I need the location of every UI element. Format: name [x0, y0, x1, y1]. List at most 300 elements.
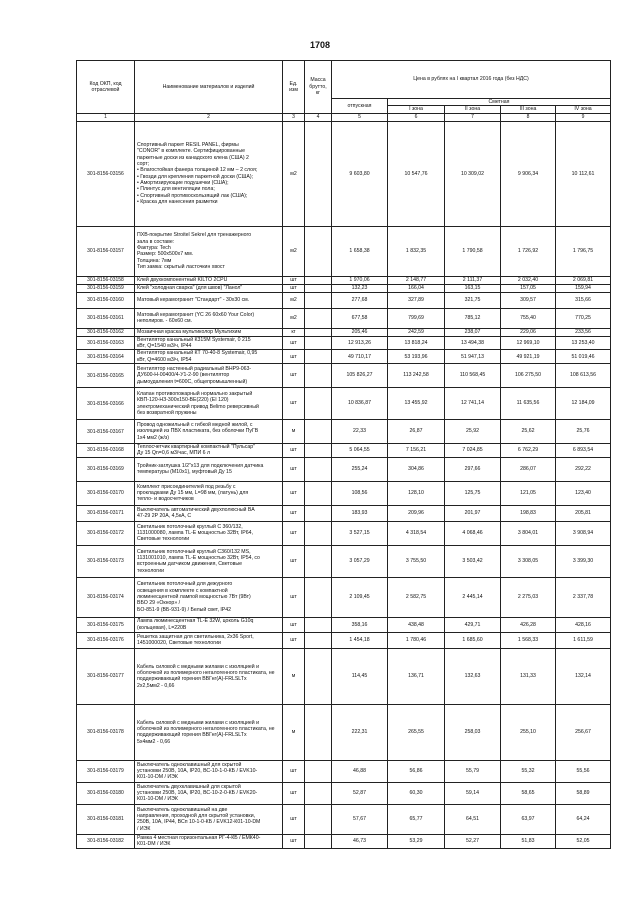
price-zone-4: 13 253,40	[556, 336, 611, 350]
table-row	[77, 481, 611, 505]
price-zone-3: 106 275,50	[501, 364, 556, 388]
price-zone-1: 53,29	[388, 834, 445, 848]
table-row	[77, 521, 611, 545]
price-zone-2: 52,27	[445, 834, 501, 848]
price-zone-1: 13 455,92	[388, 388, 445, 420]
product-name-line: технологии	[137, 567, 164, 574]
mass-cell	[305, 760, 332, 782]
price-wholesale: 358,16	[332, 617, 388, 632]
product-name	[135, 226, 283, 276]
price-zone-2: 258,03	[445, 704, 501, 760]
price-wholesale: 132,23	[332, 284, 388, 292]
product-code: 301-8156-03180	[77, 782, 135, 804]
product-name-line: Клапан противопожарный нормально закрытый	[137, 390, 253, 397]
price-zone-2: 25,92	[445, 420, 501, 444]
product-name-line: Вентилятор настенный радиальный ВНР9-063-	[137, 366, 252, 373]
product-name	[135, 505, 283, 521]
product-name-line: 1131001010, лампа TL-E мощностью 32Вт, IP54, со	[137, 554, 260, 561]
price-zone-3: 6 762,29	[501, 444, 556, 458]
unit-cell: кг	[283, 328, 305, 336]
price-zone-4: 51 019,46	[556, 350, 611, 364]
product-name-line: 1х4 мм2 (ж/з)	[137, 434, 170, 441]
page-number: 1708	[309, 40, 331, 50]
column-number: 9	[556, 113, 611, 121]
price-zone-3: 58,65	[501, 782, 556, 804]
mass-cell	[305, 308, 332, 328]
product-name	[135, 328, 283, 336]
price-wholesale: 9 603,80	[332, 121, 388, 226]
product-name-line: Решетка защитная для светильника, 2х36 Sport,	[137, 633, 254, 640]
product-name-line: Кабель силовой с медными жилами с изоляцией и	[137, 663, 260, 670]
price-zone-4: 132,14	[556, 648, 611, 704]
mass-cell	[305, 364, 332, 388]
product-name-line: дымоудаления t=600С, общепромышленный)	[137, 378, 248, 385]
product-name-line: Фактура: Tech	[137, 244, 171, 251]
table-row	[77, 364, 611, 388]
table-row	[77, 632, 611, 648]
price-zone-4: 428,16	[556, 617, 611, 632]
product-name	[135, 336, 283, 350]
unit-cell: м2	[283, 308, 305, 328]
header-unit: Ед. изм	[283, 61, 305, 114]
product-code: 301-8156-03159	[77, 284, 135, 292]
price-wholesale: 57,67	[332, 804, 388, 834]
mass-cell	[305, 226, 332, 276]
unit-cell: шт	[283, 505, 305, 521]
product-code: 301-8156-03157	[77, 226, 135, 276]
table-row	[77, 388, 611, 420]
mass-cell	[305, 648, 332, 704]
product-code: 301-8156-03175	[77, 617, 135, 632]
price-zone-1: 438,48	[388, 617, 445, 632]
price-wholesale: 183,93	[332, 505, 388, 521]
product-name-line: Вентилятор канальный КТ 70-40-8 Systemair, 0,95	[137, 350, 258, 357]
product-name	[135, 364, 283, 388]
price-zone-3: 2 275,03	[501, 577, 556, 617]
product-name-line: К01-10-DM / ИЭК	[137, 796, 178, 803]
product-code: 301-8156-03176	[77, 632, 135, 648]
product-name-line: неполиров. - 60х60 см.	[137, 318, 193, 325]
price-zone-4: 2 069,81	[556, 276, 611, 284]
price-zone-4: 10 112,61	[556, 121, 611, 226]
price-zone-1: 10 547,76	[388, 121, 445, 226]
price-zone-4: 25,76	[556, 420, 611, 444]
price-zone-4: 58,89	[556, 782, 611, 804]
price-wholesale: 255,24	[332, 457, 388, 481]
product-name	[135, 545, 283, 577]
product-name-line: Комплект присоединителей под резьбу с	[137, 483, 236, 490]
price-zone-2: 2 445,14	[445, 577, 501, 617]
price-zone-4: 12 184,09	[556, 388, 611, 420]
product-name-line: установки 250В, 10А, IP20, ВС-10-1-0-КБ / EVK10-	[137, 768, 258, 775]
price-zone-3: 229,06	[501, 328, 556, 336]
product-name-line: Толщина: 7мм	[137, 257, 172, 264]
price-zone-3: 157,05	[501, 284, 556, 292]
price-zone-2: 163,15	[445, 284, 501, 292]
price-wholesale: 2 109,45	[332, 577, 388, 617]
price-zone-3: 12 969,10	[501, 336, 556, 350]
table-row	[77, 226, 611, 276]
product-name-line: прокладками Ду 15 мм, L=98 мм, (латунь) для	[137, 490, 249, 497]
product-name-line: Матовый керамогранит (YC 26 60х60 Your Color)	[137, 311, 255, 318]
price-zone-3: 55,32	[501, 760, 556, 782]
product-name-line: люминесцентной лампой мощностью 7Вт (9Вт)	[137, 594, 251, 601]
product-name-line: Кабель силовой с медными жилами с изоляцией и	[137, 719, 260, 726]
product-name-line: • Гвозди для крепления паркетной доски (США);	[137, 173, 254, 180]
product-name	[135, 617, 283, 632]
product-name-line: без возвратной пружины	[137, 409, 197, 416]
price-zone-3: 11 635,56	[501, 388, 556, 420]
product-name-line: Выключатель автоматический двухполюсный ВА	[137, 506, 255, 513]
price-zone-3: 131,33	[501, 648, 556, 704]
price-zone-4: 108 613,56	[556, 364, 611, 388]
table-row	[77, 834, 611, 848]
product-name-line: КВП-120-НЗ-300х150-ВЕ(220) (EI 120)	[137, 397, 229, 404]
price-zone-2: 51 947,13	[445, 350, 501, 364]
price-zone-2: 13 494,38	[445, 336, 501, 350]
product-name-line: Выключатель одноклавишный на две	[137, 806, 228, 813]
product-name-line: Тройник-заглушка 1/2"х13 для подключения датчика	[137, 462, 264, 469]
price-zone-1: 209,96	[388, 505, 445, 521]
product-name-line: сорт;	[137, 161, 150, 167]
price-zone-1: 242,59	[388, 328, 445, 336]
product-name-line: Лампа люминесцентная TL-E 32W, цоколь G10q	[137, 618, 254, 625]
product-name	[135, 521, 283, 545]
price-zone-1: 128,10	[388, 481, 445, 505]
product-name	[135, 760, 283, 782]
product-name	[135, 577, 283, 617]
product-code: 301-8156-03169	[77, 457, 135, 481]
price-zone-4: 256,67	[556, 704, 611, 760]
product-code: 301-8156-03182	[77, 834, 135, 848]
product-name-line: освещения в комплекте с компактной	[137, 587, 228, 594]
mass-cell	[305, 834, 332, 848]
mass-cell	[305, 481, 332, 505]
unit-cell: шт	[283, 545, 305, 577]
unit-cell: шт	[283, 521, 305, 545]
price-zone-3: 25,62	[501, 420, 556, 444]
price-zone-3: 49 921,19	[501, 350, 556, 364]
product-name	[135, 782, 283, 804]
mass-cell	[305, 420, 332, 444]
product-name-line: Ду 15 Qn=0,6 м3/час, МПИ 6 л	[137, 450, 211, 457]
price-zone-2: 132,63	[445, 648, 501, 704]
product-name-line: оболочкой из полимерного негалогенного пластиката, не	[137, 669, 275, 676]
price-wholesale: 3 527,15	[332, 521, 388, 545]
product-name-line: (кольцевая), L=220В	[137, 624, 187, 631]
header-price-group: Цена в рублях на I квартал 2016 года (без НДС)	[332, 61, 611, 99]
column-number: 2	[135, 113, 283, 121]
price-wholesale: 114,45	[332, 648, 388, 704]
price-zone-3: 9 906,34	[501, 121, 556, 226]
price-zone-4: 770,25	[556, 308, 611, 328]
product-name-line: температуры (М10х1), муфтовый Ду 15	[137, 469, 232, 476]
product-name-line: К01-DM / ИЭК	[137, 841, 171, 848]
table-row	[77, 328, 611, 336]
product-name-line: Клей "холодная сварка" (для швов) "Ланол"	[137, 285, 243, 292]
price-zone-2: 1 790,58	[445, 226, 501, 276]
mass-cell	[305, 704, 332, 760]
mass-cell	[305, 632, 332, 648]
product-name-line: ДУ600-Н-00400/4-У1-2-90 (вентилятор	[137, 372, 230, 379]
price-zone-1: 327,89	[388, 292, 445, 308]
product-name-line: • Амортизирующие подушечки (США);	[137, 180, 229, 187]
product-name	[135, 444, 283, 458]
price-zone-3: 2 032,40	[501, 276, 556, 284]
price-zone-1: 65,77	[388, 804, 445, 834]
table-row	[77, 444, 611, 458]
product-code: 301-8156-03173	[77, 545, 135, 577]
column-number: 3	[283, 113, 305, 121]
unit-cell: шт	[283, 388, 305, 420]
unit-cell: шт	[283, 617, 305, 632]
product-code: 301-8156-03165	[77, 364, 135, 388]
column-number: 1	[77, 113, 135, 121]
price-zone-2: 59,14	[445, 782, 501, 804]
price-wholesale: 1 970,06	[332, 276, 388, 284]
product-name-line: установки 250В, 10А, IP20, ВС-10-2-0-КБ / EVK20-	[137, 790, 258, 797]
price-wholesale: 108,56	[332, 481, 388, 505]
price-zone-2: 297,66	[445, 457, 501, 481]
price-zone-1: 265,55	[388, 704, 445, 760]
product-name-line: Теплосчетчик квартирный компактный "Пульсар"	[137, 444, 255, 451]
price-wholesale: 46,73	[332, 834, 388, 848]
price-zone-1: 13 818,24	[388, 336, 445, 350]
table-row	[77, 308, 611, 328]
price-wholesale: 46,88	[332, 760, 388, 782]
product-name-line: поддерживающий горения ВВГнг(А)-FRLSLTx	[137, 676, 247, 683]
price-wholesale: 52,87	[332, 782, 388, 804]
price-zone-2: 238,07	[445, 328, 501, 336]
product-name-line: паркетные доски из канадского клена (США) 2	[137, 154, 249, 161]
mass-cell	[305, 292, 332, 308]
price-zone-2: 429,71	[445, 617, 501, 632]
product-name-line: поддерживающий горения ВВГнг(А)-FRLSLTx	[137, 732, 247, 739]
product-name-line: ВБО 29 «Окнор» /	[137, 600, 181, 607]
price-wholesale: 1 454,18	[332, 632, 388, 648]
product-name-line: Светильник потолочный для дежурного	[137, 581, 233, 588]
price-zone-2: 64,51	[445, 804, 501, 834]
price-zone-2: 1 685,60	[445, 632, 501, 648]
unit-cell: м2	[283, 121, 305, 226]
header-zone-2: II зона	[445, 106, 501, 113]
header-name: Наименование материалов и изделий	[135, 61, 283, 114]
product-name	[135, 292, 283, 308]
mass-cell	[305, 388, 332, 420]
table-row	[77, 505, 611, 521]
price-zone-1: 26,87	[388, 420, 445, 444]
product-name-line: Размер: 500х500х7 мм.	[137, 251, 194, 258]
table-row	[77, 420, 611, 444]
mass-cell	[305, 804, 332, 834]
product-code: 301-8156-03178	[77, 704, 135, 760]
price-zone-3: 426,28	[501, 617, 556, 632]
table-row	[77, 457, 611, 481]
table-row	[77, 276, 611, 284]
product-name	[135, 632, 283, 648]
price-zone-4: 3 399,30	[556, 545, 611, 577]
product-name-line: Матовый керамогранит "Стандарт" - 30х30 см.	[137, 297, 250, 304]
price-zone-3: 309,57	[501, 292, 556, 308]
product-name	[135, 457, 283, 481]
product-name-line: кВт, Q=4600 м3/ч, IP54	[137, 356, 192, 363]
product-name-line: 47-29 2Р 20А, 4,5кА, С	[137, 513, 192, 520]
price-zone-4: 315,66	[556, 292, 611, 308]
price-wholesale: 1 658,38	[332, 226, 388, 276]
product-name-line: оболочкой из полимерного негалогенного пластиката, не	[137, 725, 275, 732]
header-zone-3: III зона	[501, 106, 556, 113]
unit-cell: шт	[283, 336, 305, 350]
mass-cell	[305, 121, 332, 226]
price-zone-3: 198,83	[501, 505, 556, 521]
price-zone-4: 159,94	[556, 284, 611, 292]
product-name-line: Вентилятор канальный К315М Systemair, 0 215	[137, 336, 251, 343]
price-zone-1: 113 242,58	[388, 364, 445, 388]
price-zone-2: 7 024,85	[445, 444, 501, 458]
price-zone-3: 51,83	[501, 834, 556, 848]
price-zone-1: 53 193,96	[388, 350, 445, 364]
price-zone-1: 1 832,35	[388, 226, 445, 276]
price-zone-1: 7 156,21	[388, 444, 445, 458]
price-zone-3: 286,07	[501, 457, 556, 481]
product-name-line: кВт, Q=1540 м3/ч, IP44	[137, 343, 192, 350]
table-row	[77, 350, 611, 364]
product-name-line: Мозаичная краска мультиколор Мультихим	[137, 329, 242, 336]
price-zone-1: 3 755,50	[388, 545, 445, 577]
product-code: 301-8156-03164	[77, 350, 135, 364]
price-zone-4: 292,22	[556, 457, 611, 481]
product-code: 301-8156-03166	[77, 388, 135, 420]
price-wholesale: 105 826,27	[332, 364, 388, 388]
product-code: 301-8156-03161	[77, 308, 135, 328]
mass-cell	[305, 617, 332, 632]
header-zone-4: IV зона	[556, 106, 611, 113]
unit-cell: шт	[283, 577, 305, 617]
table-row	[77, 336, 611, 350]
table-row	[77, 121, 611, 226]
product-name-line: К01-10-DM / ИЭК	[137, 774, 178, 781]
product-name-line: Световые технологии	[137, 536, 190, 543]
table-row	[77, 760, 611, 782]
product-name	[135, 420, 283, 444]
product-name	[135, 276, 283, 284]
unit-cell: шт	[283, 632, 305, 648]
product-code: 301-8156-03177	[77, 648, 135, 704]
product-name-line: Рамка 4 местная горизонтальная РГ-4-КБ / ЕМК40-	[137, 834, 261, 841]
unit-cell: м2	[283, 292, 305, 308]
price-zone-4: 233,56	[556, 328, 611, 336]
price-zone-2: 2 111,37	[445, 276, 501, 284]
unit-cell: шт	[283, 350, 305, 364]
price-zone-4: 205,81	[556, 505, 611, 521]
price-zone-3: 1 726,92	[501, 226, 556, 276]
product-name-line: Провод одножильный с гибкой медной жилой, с	[137, 422, 253, 429]
price-wholesale: 3 057,29	[332, 545, 388, 577]
unit-cell: шт	[283, 804, 305, 834]
price-zone-1: 799,69	[388, 308, 445, 328]
price-zone-3: 63,97	[501, 804, 556, 834]
product-name	[135, 350, 283, 364]
price-zone-3: 755,40	[501, 308, 556, 328]
unit-cell: шт	[283, 834, 305, 848]
unit-cell: шт	[283, 284, 305, 292]
column-number: 7	[445, 113, 501, 121]
product-name-line: • Влагостойкая фанера толщиной 12 мм – 2 слоя;	[137, 167, 258, 174]
price-wholesale: 205,46	[332, 328, 388, 336]
product-name-line: Светильник потолочный круглый С360/132 MS,	[137, 548, 251, 555]
product-name-line: встроенным датчиком движения, Световые	[137, 561, 243, 568]
price-zone-2: 4 068,46	[445, 521, 501, 545]
product-name	[135, 121, 283, 226]
price-wholesale: 5 064,55	[332, 444, 388, 458]
product-code: 301-8156-03156	[77, 121, 135, 226]
product-name-line: Светильник потолочный круглый С 360/132,	[137, 523, 243, 530]
price-zone-1: 136,71	[388, 648, 445, 704]
product-name-line: БО-851-9 (ВБ-931-9) / Белый свет, IP42	[137, 606, 232, 613]
price-zone-2: 12 741,14	[445, 388, 501, 420]
price-wholesale: 12 913,26	[332, 336, 388, 350]
price-zone-2: 3 503,42	[445, 545, 501, 577]
price-zone-4: 55,56	[556, 760, 611, 782]
product-name	[135, 704, 283, 760]
price-zone-2: 321,75	[445, 292, 501, 308]
column-number: 4	[305, 113, 332, 121]
product-name-line: направления, проходной для скрытой установки,	[137, 812, 256, 819]
mass-cell	[305, 521, 332, 545]
price-zone-4: 1 796,75	[556, 226, 611, 276]
product-name	[135, 648, 283, 704]
mass-cell	[305, 276, 332, 284]
product-name	[135, 284, 283, 292]
price-wholesale: 22,33	[332, 420, 388, 444]
product-code: 301-8156-03171	[77, 505, 135, 521]
product-name-line: Тип замка: скрытый ласточкин хвост	[137, 263, 225, 270]
product-name-line: электромеханический привод Belimo реверсивный	[137, 403, 259, 410]
header-mass: Масса брутто, кг	[305, 61, 332, 114]
product-name	[135, 481, 283, 505]
price-zone-2: 785,12	[445, 308, 501, 328]
product-name-line: 2х2,5мм2 - 0,66	[137, 682, 175, 689]
unit-cell: шт	[283, 444, 305, 458]
product-code: 301-8156-03158	[77, 276, 135, 284]
mass-cell	[305, 284, 332, 292]
mass-cell	[305, 457, 332, 481]
price-zone-4: 3 908,94	[556, 521, 611, 545]
price-zone-3: 255,10	[501, 704, 556, 760]
product-name-line: "CONOR" в комплекте. Сертифицированные	[137, 148, 245, 155]
table-row	[77, 804, 611, 834]
product-name-line: • Спортивный противоскользящий лак (США);	[137, 192, 248, 199]
product-code: 301-8156-03172	[77, 521, 135, 545]
mass-cell	[305, 505, 332, 521]
product-name-line: 5х4мм2 - 0,66	[137, 738, 171, 745]
price-zone-1: 2 582,75	[388, 577, 445, 617]
price-zone-1: 4 318,54	[388, 521, 445, 545]
table-row	[77, 545, 611, 577]
price-zone-2: 125,75	[445, 481, 501, 505]
table-row	[77, 704, 611, 760]
unit-cell: шт	[283, 276, 305, 284]
product-name-line: изоляцией из ПВХ пластиката, без оболочки ПуГВ	[137, 428, 259, 435]
product-name-line: Клей двухкомпонентный KILTO 2CPU	[137, 277, 228, 284]
price-zone-1: 2 148,77	[388, 276, 445, 284]
table-body	[77, 121, 611, 848]
price-zone-3: 121,05	[501, 481, 556, 505]
price-zone-2: 55,79	[445, 760, 501, 782]
product-name	[135, 834, 283, 848]
product-code: 301-8156-03162	[77, 328, 135, 336]
product-code: 301-8156-03181	[77, 804, 135, 834]
